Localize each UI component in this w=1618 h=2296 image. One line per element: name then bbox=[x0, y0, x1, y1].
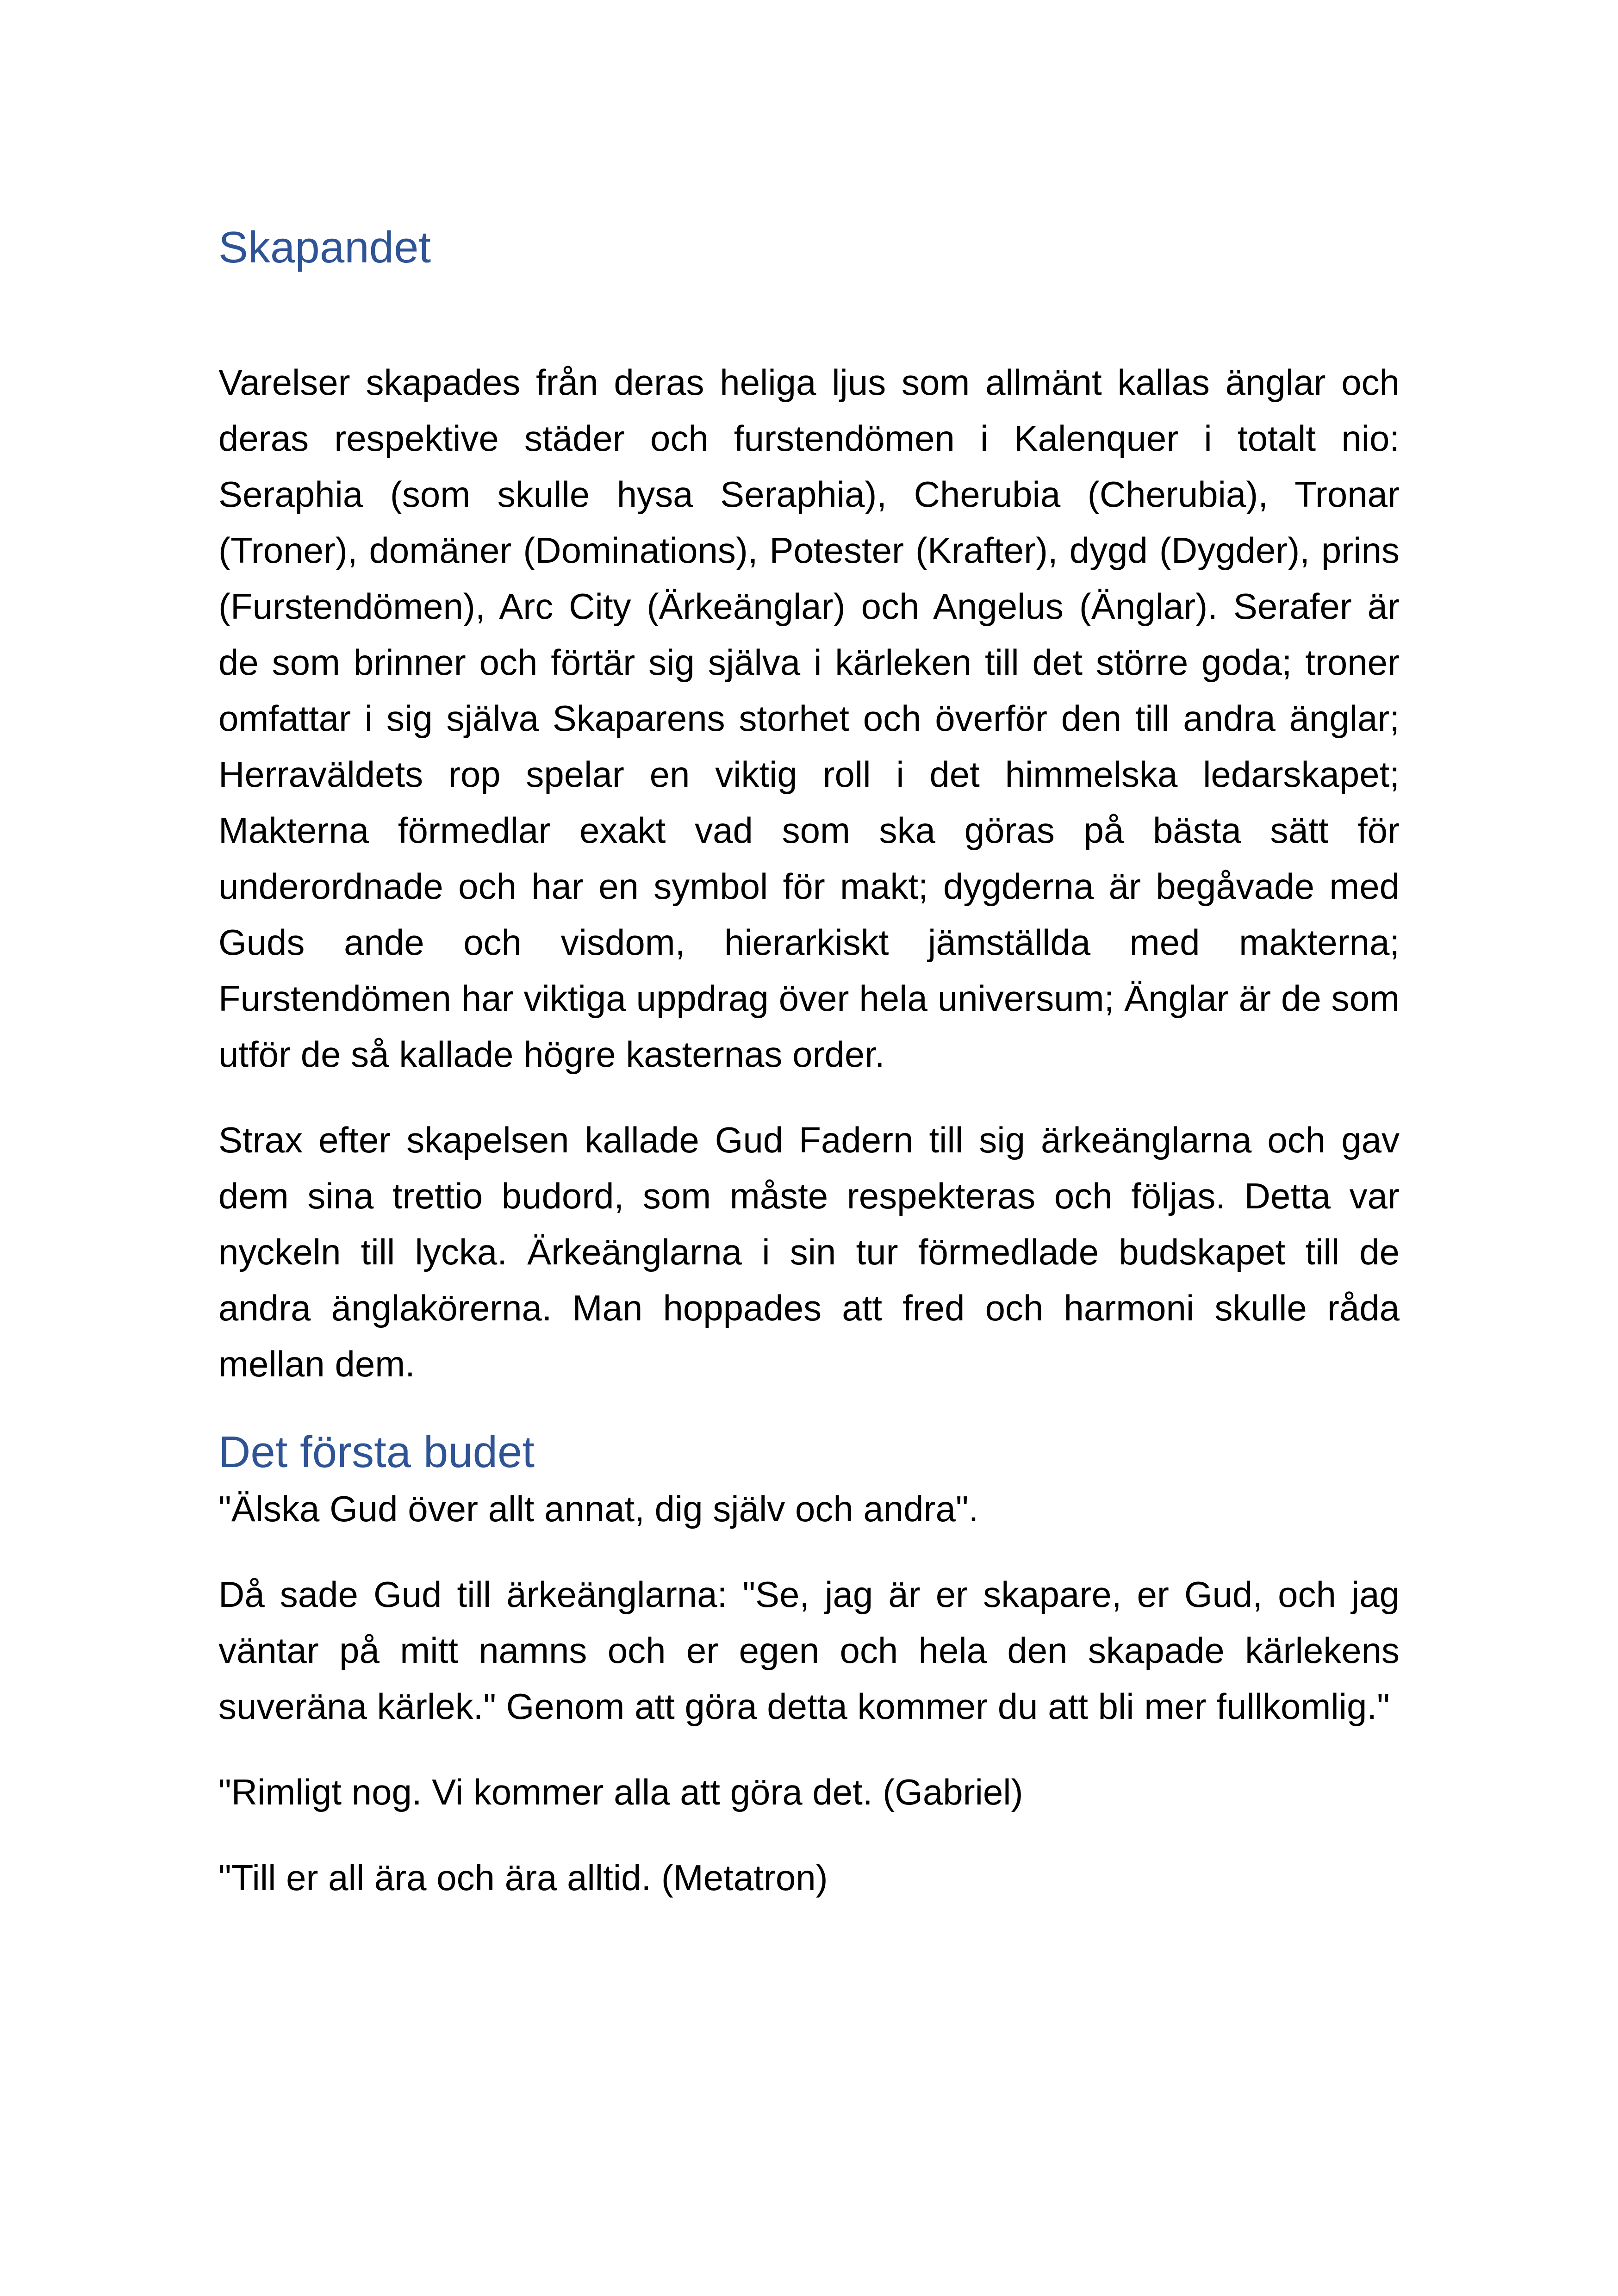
heading-skapandet: Skapandet bbox=[218, 223, 431, 272]
paragraph-metatron-reply: "Till er all ära och ära alltid. (Metatron) bbox=[218, 1857, 828, 1898]
heading-first-commandment: Det första budet bbox=[218, 1427, 535, 1477]
paragraph-thirty-commandments: Strax efter skapelsen kallade Gud Fadern till sig ärkeänglarna och gav dem sina trettio budord, som måste respekteras och följas. Detta var nyckeln till lycka. Ärkeänglarna i sin tur förmedlade budskapet till de andra änglakörerna. Man hoppades att fred och harmoni skulle råda mellan dem. bbox=[218, 1120, 1400, 1384]
document-body bbox=[218, 218, 1400, 1935]
paragraph-god-speaks: Då sade Gud till ärkeänglarna: "Se, jag är er skapare, er Gud, och jag väntar på mitt namns och er egen och hela den skapade kärlekens suveräna kärlek." Genom att göra detta kommer du att bli mer fullkomlig." bbox=[218, 1574, 1400, 1727]
paragraph-commandment-quote: "Älska Gud över allt annat, dig själv och andra". bbox=[218, 1488, 979, 1529]
paragraph-gabriel-reply: "Rimligt nog. Vi kommer alla att göra det. (Gabriel) bbox=[218, 1772, 1023, 1812]
paragraph-creation-orders: Varelser skapades från deras heliga ljus som allmänt kallas änglar och deras respektive städer och furstendömen i Kalenquer i totalt nio: Seraphia (som skulle hysa Seraphia), Cherubia (Cherubia), Tronar (Troner), domäner (Dominations), Potester (Krafter), dygd (Dygder), prins (Furstendömen), Arc City (Ärkeänglar) och Angelus (Änglar). Serafer är de som brinner och förtär sig själva i kärleken till det större goda; troner omfattar i sig själva Skaparens storhet och överför den till andra änglar; Herraväldets rop spelar en viktig roll i det himmelska ledarskapet; Makterna förmedlar exakt vad som ska göras på bästa sätt för underordnade och har en symbol för makt; dygderna är begåvade med Guds ande och visdom, hierarkiskt jämställda med makterna; Furstendömen har viktiga uppdrag över hela universum; Änglar är de som utför de så kallade högre kasternas order. bbox=[218, 362, 1400, 1075]
